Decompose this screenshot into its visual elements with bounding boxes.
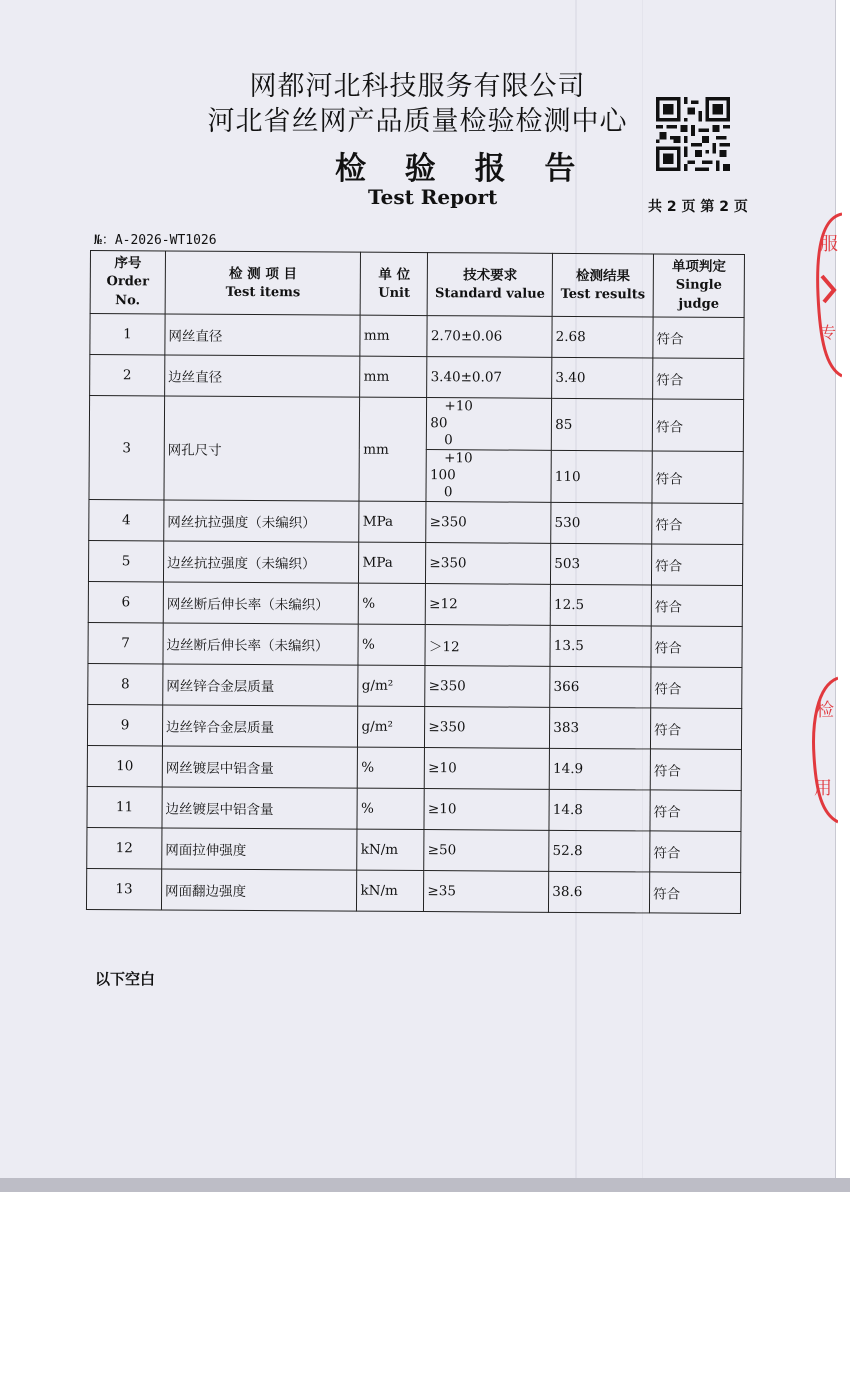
cell-order-no: 6 <box>88 581 163 622</box>
svg-text:专: 专 <box>820 323 837 342</box>
cell-unit: mm <box>359 397 427 501</box>
cell-judge: 符合 <box>651 585 742 627</box>
cell-standard: ≥50 <box>424 830 549 872</box>
svg-text:检: 检 <box>816 700 834 721</box>
svg-text:用: 用 <box>814 778 832 799</box>
table-row <box>90 314 744 359</box>
table-row <box>87 827 741 872</box>
cell-test-item: 网面拉伸强度 <box>162 828 358 870</box>
cell-judge: 符合 <box>653 317 744 359</box>
cell-order-no: 7 <box>88 622 163 663</box>
cell-order-no: 11 <box>87 786 162 827</box>
tolerance-base: 100 <box>429 467 456 484</box>
cell-standard: 3.40±0.07 <box>427 357 552 399</box>
table-row <box>86 868 740 913</box>
table-row <box>90 355 744 400</box>
cell-result: 530 <box>551 502 652 544</box>
cell-order-no: 9 <box>87 704 162 745</box>
cell-judge: 符合 <box>652 503 743 545</box>
table-row <box>89 499 743 544</box>
cell-result: 3.40 <box>552 357 653 399</box>
page-edge-shadow <box>0 1178 850 1192</box>
cell-result: 503 <box>551 543 652 585</box>
cell-judge: 符合 <box>650 790 741 832</box>
cell-result: 85 <box>551 398 652 451</box>
table-row <box>87 786 741 831</box>
cell-unit: % <box>359 583 426 624</box>
cell-order-no: 5 <box>88 540 163 581</box>
cell-result: 2.68 <box>552 316 653 358</box>
cell-test-item: 网丝直径 <box>165 314 361 356</box>
cell-standard: ≥12 <box>426 584 551 626</box>
cell-standard-tolerance <box>427 398 552 451</box>
header-test-items: 检 测 项 目 Test items <box>165 251 361 315</box>
cell-unit: kN/m <box>357 829 424 870</box>
center-name: 河北省丝网产品质量检验检测中心 <box>207 106 628 137</box>
cell-judge: 符合 <box>652 544 743 586</box>
cell-unit: % <box>358 747 425 788</box>
cell-standard: 2.70±0.06 <box>427 316 552 358</box>
table-row <box>88 581 742 626</box>
cell-unit: g/m² <box>358 665 425 706</box>
table-row <box>88 540 742 585</box>
red-seal-stamp <box>808 676 838 826</box>
table-row <box>87 745 741 790</box>
cell-standard: ≥350 <box>426 502 551 544</box>
report-title-cn: 检 验 报 告 <box>335 151 590 187</box>
header-unit: 单 位 Unit <box>361 252 428 315</box>
cell-judge: 符合 <box>650 749 741 791</box>
cell-test-item: 网丝锌合金层质量 <box>163 664 359 706</box>
cell-standard: ≥350 <box>425 707 550 749</box>
cell-order-no: 12 <box>87 827 162 868</box>
tolerance-lower: 0 <box>443 484 453 501</box>
cell-unit: g/m² <box>358 706 425 747</box>
cell-unit: kN/m <box>357 870 424 911</box>
tolerance-upper: +10 <box>444 450 473 467</box>
tolerance-lower: 0 <box>444 432 453 449</box>
header-test-results: 检测结果 Test results <box>552 253 653 317</box>
table-row <box>87 704 741 749</box>
table-row <box>88 622 742 667</box>
cell-unit: MPa <box>359 501 426 542</box>
cell-result: 366 <box>550 666 651 708</box>
cell-standard: ≥10 <box>424 789 549 831</box>
cell-judge: 符合 <box>650 831 741 873</box>
cell-order-no: 13 <box>86 868 161 909</box>
cell-standard: ≥350 <box>425 666 550 708</box>
cell-order-no: 1 <box>90 314 165 355</box>
cell-test-item: 网丝断后伸长率（未编织） <box>163 582 359 624</box>
table-row <box>88 663 742 708</box>
cell-test-item: 边丝锌合金层质量 <box>162 705 358 747</box>
table-header-row <box>90 251 744 318</box>
cell-test-item: 网丝抗拉强度（未编织） <box>164 500 360 542</box>
report-title-en: Test Report <box>368 185 498 209</box>
page-info: 共 2 页 第 2 页 <box>648 199 748 215</box>
cell-unit: mm <box>360 315 427 356</box>
cell-judge: 符合 <box>652 451 743 504</box>
cell-result: 13.5 <box>550 625 651 667</box>
cell-result: 12.5 <box>550 584 651 626</box>
cell-unit: mm <box>360 356 427 397</box>
cell-result: 52.8 <box>549 830 650 872</box>
cell-test-item: 边丝镀层中铝含量 <box>162 787 358 829</box>
header-order-no: 序号 Order No. <box>90 251 165 314</box>
qr-code-icon <box>656 97 730 171</box>
cell-test-item: 边丝抗拉强度（未编织） <box>163 541 359 583</box>
cell-order-no: 4 <box>89 499 164 540</box>
cell-test-item: 边丝断后伸长率（未编织） <box>163 623 359 665</box>
svg-text:服: 服 <box>820 234 838 255</box>
red-seal-stamp <box>812 210 842 380</box>
cell-judge: 符合 <box>651 667 742 709</box>
cell-standard-tolerance <box>426 450 551 503</box>
cell-order-no: 2 <box>90 355 165 396</box>
cell-standard: ≥350 <box>426 543 551 585</box>
cell-order-no: 10 <box>87 745 162 786</box>
header-single-judge: 单项判定 Single judge <box>653 254 744 318</box>
cell-judge: 符合 <box>652 399 743 452</box>
cell-standard: ＞12 <box>425 625 550 667</box>
cell-result: 110 <box>551 450 652 503</box>
cell-unit: MPa <box>359 542 426 583</box>
cell-judge: 符合 <box>650 872 741 914</box>
company-name: 网都河北科技服务有限公司 <box>249 71 586 102</box>
tolerance-base: 80 <box>430 415 448 432</box>
cell-standard: ≥10 <box>425 748 550 790</box>
cell-result: 38.6 <box>549 871 650 913</box>
table-row <box>89 396 743 452</box>
report-number: №：A-2026-WT1026 <box>94 233 217 248</box>
cell-judge: 符合 <box>651 708 742 750</box>
blank-below-note: 以下空白 <box>95 970 156 988</box>
cell-test-item: 网孔尺寸 <box>164 396 360 501</box>
cell-order-no: 3 <box>89 396 165 500</box>
cell-unit: % <box>357 788 424 829</box>
cell-judge: 符合 <box>653 358 744 400</box>
cell-result: 14.9 <box>549 748 650 790</box>
cell-test-item: 网丝镀层中铝含量 <box>162 746 358 788</box>
cell-result: 14.8 <box>549 789 650 831</box>
header-standard-value: 技术要求 Standard value <box>427 253 552 317</box>
cell-judge: 符合 <box>651 626 742 668</box>
cell-unit: % <box>358 624 425 665</box>
cell-test-item: 网面翻边强度 <box>161 869 357 911</box>
test-results-table <box>86 250 745 914</box>
cell-order-no: 8 <box>88 663 163 704</box>
cell-standard: ≥35 <box>424 871 549 913</box>
tolerance-upper: +10 <box>444 398 473 415</box>
cell-test-item: 边丝直径 <box>165 355 361 397</box>
cell-result: 383 <box>550 707 651 749</box>
